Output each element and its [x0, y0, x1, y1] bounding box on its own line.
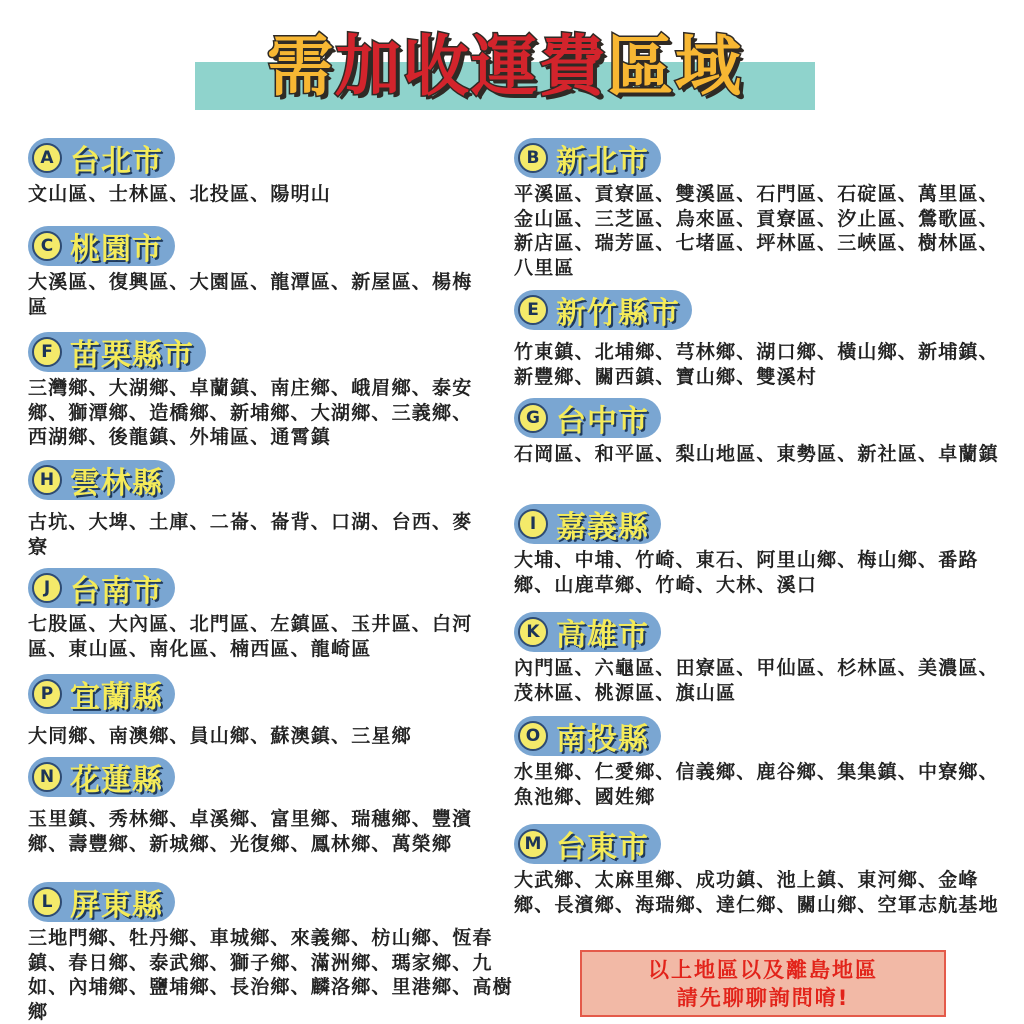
region-areas: 水里鄉、仁愛鄉、信義鄉、鹿谷鄉、集集鎮、中寮鄉、魚池鄉、國姓鄉: [514, 761, 999, 808]
region-badge: E: [518, 295, 548, 325]
region-name: 新竹縣市: [556, 296, 680, 331]
region-name: 台東市: [556, 830, 649, 865]
region-f: [28, 332, 490, 450]
region-label: [28, 757, 175, 797]
region-badge: G: [518, 403, 548, 433]
region-badge: A: [32, 143, 62, 173]
region-g: [514, 398, 1004, 467]
region-badge: O: [518, 721, 548, 751]
region-badge: B: [518, 143, 548, 173]
region-areas: 三地門鄉、牡丹鄉、車城鄉、來義鄉、枋山鄉、恆春鎮、春日鄉、泰武鄉、獅子鄉、滿洲鄉、瑪家鄉、九如、內埔鄉、鹽埔鄉、長治鄉、麟洛鄉、里港鄉、高樹鄉: [28, 927, 513, 1023]
region-areas: 大溪區、復興區、大園區、龍潭區、新屋區、楊梅區: [28, 271, 473, 318]
region-name: 台中市: [556, 404, 649, 439]
region-k: [514, 612, 1004, 705]
region-c: [28, 226, 490, 319]
page-title: [195, 10, 815, 110]
page-banner: [195, 10, 815, 110]
region-label: [28, 882, 175, 922]
region-areas: 大武鄉、太麻里鄉、成功鎮、池上鎮、東河鄉、金峰鄉、長濱鄉、海瑞鄉、達仁鄉、關山鄉、空軍志航基地: [514, 869, 999, 916]
region-badge: N: [32, 762, 62, 792]
region-name: 屏東縣: [70, 888, 163, 923]
region-n: [28, 757, 508, 856]
region-name: 桃園市: [70, 232, 163, 267]
region-areas: 玉里鎮、秀林鄉、卓溪鄉、富里鄉、瑞穗鄉、豐濱鄉、壽豐鄉、新城鄉、光復鄉、鳳林鄉、萬榮鄉: [28, 808, 473, 855]
region-h: [28, 460, 490, 559]
region-label: [514, 824, 661, 864]
region-label: [514, 716, 661, 756]
region-badge: H: [32, 465, 62, 495]
region-areas: 文山區、士林區、北投區、陽明山: [28, 183, 332, 205]
region-areas: 平溪區、貢寮區、雙溪區、石門區、石碇區、萬里區、金山區、三芝區、烏來區、貢寮區、汐止區、鶯歌區、新店區、瑞芳區、七堵區、坪林區、三峽區、樹林區、八里區: [514, 183, 999, 279]
region-name: 高雄市: [556, 618, 649, 653]
region-j: [28, 568, 490, 661]
notice-line-1: 以上地區以及離島地區: [648, 957, 878, 982]
title-part-1: 需: [267, 27, 335, 105]
region-badge: C: [32, 231, 62, 261]
region-label: [514, 138, 661, 178]
region-a: [28, 138, 508, 207]
region-label: [514, 504, 661, 544]
region-p: [28, 674, 490, 749]
region-m: [514, 824, 1018, 917]
region-label: [514, 290, 692, 330]
region-name: 花蓮縣: [70, 763, 163, 798]
notice-box: [580, 950, 946, 1017]
title-part-3: 區域: [607, 27, 743, 105]
region-name: 苗栗縣市: [70, 338, 194, 373]
title-part-2: 加收運費: [335, 27, 607, 105]
region-areas: 古坑、大埤、土庫、二崙、崙背、口湖、台西、麥寮: [28, 511, 473, 558]
region-name: 新北市: [556, 144, 649, 179]
region-name: 宜蘭縣: [70, 680, 163, 715]
region-label: [28, 568, 175, 608]
region-areas: 竹東鎮、北埔鄉、芎林鄉、湖口鄉、橫山鄉、新埔鎮、新豐鄉、關西鎮、寶山鄉、雙溪村: [514, 341, 999, 388]
region-badge: K: [518, 617, 548, 647]
region-name: 雲林縣: [70, 466, 163, 501]
region-label: [514, 398, 661, 438]
region-areas: 大埔、中埔、竹崎、東石、阿里山鄉、梅山鄉、番路鄉、山鹿草鄉、竹崎、大林、溪口: [514, 549, 979, 596]
region-label: [28, 674, 175, 714]
region-o: [514, 716, 1004, 809]
region-name: 台南市: [70, 574, 163, 609]
region-areas: 七股區、大內區、北門區、左鎮區、玉井區、白河區、東山區、南化區、楠西區、龍崎區: [28, 613, 473, 660]
region-badge: L: [32, 887, 62, 917]
region-badge: J: [32, 573, 62, 603]
region-badge: M: [518, 829, 548, 859]
region-badge: P: [32, 679, 62, 709]
region-e: [514, 290, 1004, 389]
notice-line-2: 請先聊聊詢問唷!: [676, 985, 850, 1010]
region-areas: 三灣鄉、大湖鄉、卓蘭鎮、南庄鄉、峨眉鄉、泰安鄉、獅潭鄉、造橋鄉、新埔鄉、大湖鄉、三義鄉、西湖鄉、後龍鎮、外埔區、通霄鎮: [28, 377, 473, 448]
region-badge: I: [518, 509, 548, 539]
region-label: [28, 332, 206, 372]
region-label: [28, 226, 175, 266]
region-badge: F: [32, 337, 62, 367]
region-name: 台北市: [70, 144, 163, 179]
region-name: 嘉義縣: [556, 510, 649, 545]
region-label: [28, 460, 175, 500]
region-label: [514, 612, 661, 652]
region-areas: 內門區、六龜區、田寮區、甲仙區、杉林區、美濃區、茂林區、桃源區、旗山區: [514, 657, 999, 704]
region-name: 南投縣: [556, 722, 649, 757]
region-b: [514, 138, 1004, 280]
region-areas: 大同鄉、南澳鄉、員山鄉、蘇澳鎮、三星鄉: [28, 725, 412, 747]
region-i: [514, 504, 1004, 597]
region-label: [28, 138, 175, 178]
region-l: [28, 882, 514, 1024]
region-areas: 石岡區、和平區、梨山地區、東勢區、新社區、卓蘭鎮: [514, 443, 999, 465]
